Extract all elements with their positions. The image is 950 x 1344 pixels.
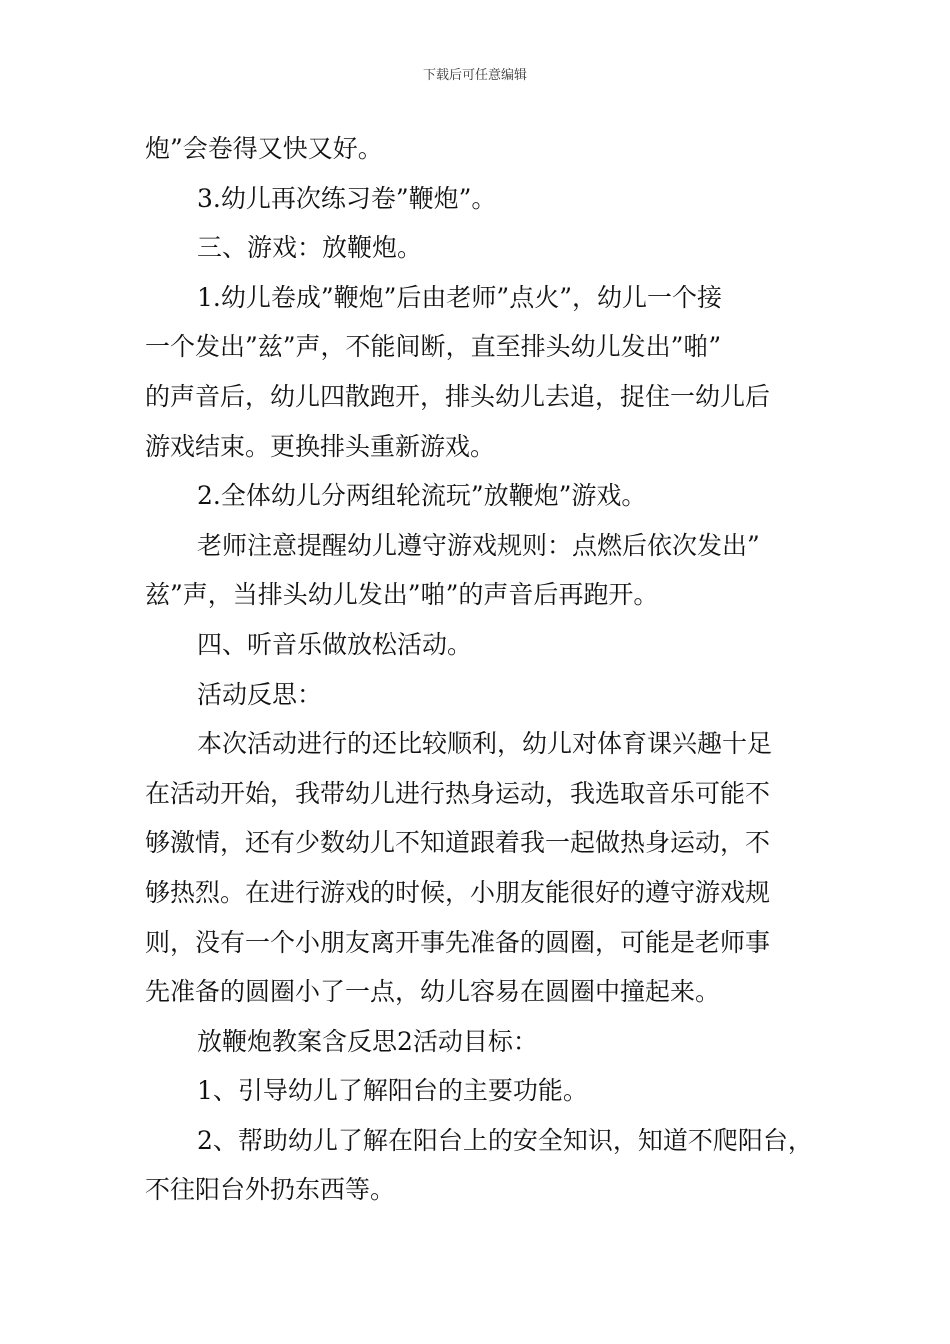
- text-line: 2.全体幼儿分两组轮流玩”放鞭炮”游戏。: [197, 481, 647, 511]
- text-line: 老师注意提醒幼儿遵守游戏规则：点燃后依次发出”: [197, 530, 760, 560]
- text-line: 1.幼儿卷成”鞭炮”后由老师”点火”，幼儿一个接: [197, 282, 722, 312]
- page-header-note: 下载后可任意编辑: [422, 68, 527, 83]
- document-body: [145, 124, 815, 1215]
- section-heading: 活动反思：: [197, 679, 323, 709]
- text-line: 够激情，还有少数幼儿不知道跟着我一起做热身运动，不: [145, 828, 771, 858]
- text-line: 炮”会卷得又快又好。: [145, 134, 383, 163]
- text-line: 2、帮助幼儿了解在阳台上的安全知识，知道不爬阳台，: [197, 1125, 813, 1155]
- section-heading: 放鞭炮教案含反思2活动目标：: [197, 1026, 538, 1056]
- text-line: 3.幼儿再次练习卷”鞭炮”。: [197, 183, 497, 213]
- text-line: 本次活动进行的还比较顺利，幼儿对体育课兴趣十足: [197, 729, 773, 759]
- text-line: 不往阳台外扔东西等。: [145, 1175, 396, 1205]
- text-line: 够热烈。在进行游戏的时候，小朋友能很好的遵守游戏规: [145, 877, 771, 907]
- section-heading: 四、听音乐做放松活动。: [197, 629, 473, 659]
- text-line: 兹”声，当排头幼儿发出”啪”的声音后再跑开。: [145, 580, 659, 610]
- text-line: 一个发出”兹”声，不能间断，直至排头幼儿发出”啪”: [145, 332, 722, 362]
- text-line: 1、引导幼儿了解阳台的主要功能。: [197, 1076, 588, 1106]
- text-line: 先准备的圆圈小了一点，幼儿容易在圆圈中撞起来。: [145, 977, 721, 1007]
- text-line: 的声音后，幼儿四散跑开，排头幼儿去追，捉住一幼儿后: [145, 381, 771, 411]
- section-heading: 三、游戏：放鞭炮。: [197, 233, 423, 263]
- text-line: 在活动开始，我带幼儿进行热身运动，我选取音乐可能不: [145, 778, 771, 808]
- text-line: 游戏结束。更换排头重新游戏。: [145, 431, 496, 461]
- text-line: 则，没有一个小朋友离开事先准备的圆圈，可能是老师事: [145, 927, 771, 957]
